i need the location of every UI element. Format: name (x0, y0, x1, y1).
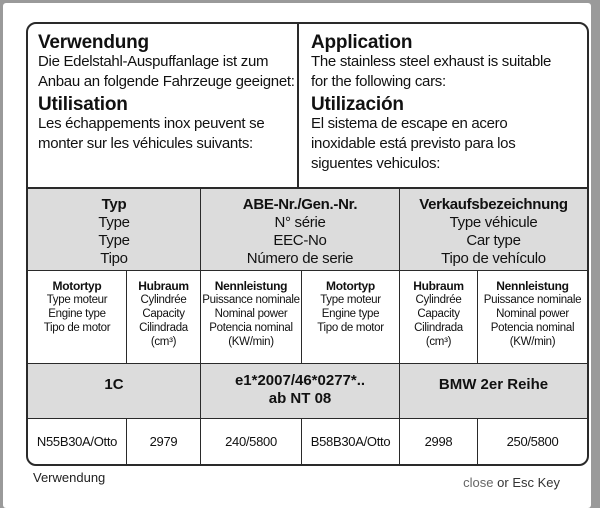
subheader-line: Type moteur (46, 294, 108, 306)
subheader-line: Potencia nominal (209, 322, 293, 334)
text-line: Anbau an folgende Fahrzeuge geeignet: (38, 73, 295, 90)
header-bold: Typ (101, 196, 127, 213)
subheader-motortyp-2 (302, 271, 400, 363)
subheader-line: Type moteur (320, 294, 381, 306)
header-line: Type véhicule (449, 214, 538, 231)
close-separator: or (493, 475, 513, 490)
subheader-line: Capacity (417, 308, 460, 320)
close-controls (463, 475, 560, 490)
data-cell: 240/5800 (201, 419, 302, 466)
subheader-line: Puissance nominale (483, 294, 582, 306)
text-line: El sistema de escape en acero (311, 115, 508, 132)
subheader-line: Engine type (48, 308, 106, 320)
header-line: N° série (274, 214, 326, 231)
data-cell: N55B30A/Otto (28, 419, 127, 466)
text-line: siguentes vehiculos: (311, 155, 441, 172)
subheader-nennleistung (201, 271, 302, 363)
close-link[interactable]: close (463, 475, 494, 490)
header-bold: ABE-Nr./Gen.-Nr. (242, 196, 358, 213)
subheader-line: (cm³) (150, 336, 177, 348)
data-cell: 2998 (400, 419, 478, 466)
image-caption: Verwendung (33, 470, 106, 485)
heading-verwendung: Verwendung (38, 32, 149, 53)
subheader-motortyp (28, 271, 127, 363)
subheader-line: Capacity (142, 308, 185, 320)
header-line: EEC-No (273, 232, 327, 249)
value-abe-line-1: e1*2007/46*0277*.. (234, 372, 366, 389)
subheader-line: Potencia nominal (490, 322, 575, 334)
subheader-line: Cylindrée (140, 294, 187, 306)
text-line: for the following cars: (311, 73, 446, 90)
heading-utilisation: Utilisation (38, 94, 128, 115)
subheader-nennleistung-2 (478, 271, 587, 363)
type-header-row (28, 189, 587, 271)
data-cell: B58B30A/Otto (302, 419, 400, 466)
subheader-line: Tipo de motor (43, 322, 111, 334)
intro-section (28, 24, 587, 189)
intro-right-column (299, 24, 587, 187)
header-abe-nr (201, 189, 400, 270)
header-line: Car type (466, 232, 521, 249)
value-car: BMW 2er Reihe (438, 376, 549, 393)
subheader-line: (KW/min) (228, 336, 274, 348)
subheader-line: Engine type (321, 308, 380, 320)
subheader-bold: Motortyp (52, 279, 102, 293)
text-line: The stainless steel exhaust is suitable (311, 53, 552, 70)
engine-data-row (28, 419, 587, 466)
text-line: inoxidable está previsto para los (311, 135, 516, 152)
value-abe-nr (201, 364, 400, 418)
header-line: Número de serie (246, 250, 354, 267)
subheader-line: Cylindrée (415, 294, 462, 306)
heading-utilizacion: Utilización (311, 94, 404, 115)
subheader-bold: Nennleistung (496, 279, 569, 293)
subheader-line: Nominal power (214, 308, 288, 320)
subheader-line: Cilindrada (414, 322, 463, 334)
intro-left-column (28, 24, 299, 187)
subheader-hubraum-2 (400, 271, 478, 363)
header-line: Type (98, 232, 130, 249)
lightbox (3, 3, 591, 508)
esc-key-hint: Esc Key (512, 475, 560, 490)
header-line: Tipo (100, 250, 128, 267)
values-row (28, 364, 587, 419)
header-line: Tipo de vehículo (441, 250, 546, 267)
header-bold: Verkaufsbezeichnung (419, 196, 568, 213)
header-typ (28, 189, 201, 270)
subheader-line: Tipo de motor (317, 322, 384, 334)
subheader-bold: Nennleistung (214, 279, 288, 293)
subheader-bold: Hubraum (138, 279, 189, 293)
text-line: monter sur les véhicules suivants: (38, 135, 253, 152)
subheader-line: Nominal power (496, 308, 569, 320)
subheader-hubraum (127, 271, 201, 363)
subheader-line: (cm³) (425, 336, 452, 348)
text-line: Les échappements inox peuvent se (38, 115, 265, 132)
heading-application: Application (311, 32, 413, 53)
header-verkaufsbezeichnung (400, 189, 587, 270)
subheader-bold: Hubraum (413, 279, 464, 293)
subheader-line: (KW/min) (509, 336, 556, 348)
sub-header-row (28, 271, 587, 364)
application-label-image (26, 22, 589, 466)
header-line: Type (98, 214, 130, 231)
value-typ: 1C (28, 364, 201, 418)
subheader-line: Puissance nominale (202, 294, 300, 306)
text-line: Die Edelstahl-Auspuffanlage ist zum (38, 53, 269, 70)
data-cell: 2979 (127, 419, 201, 466)
subheader-bold: Motortyp (326, 279, 375, 293)
value-abe-line-2: ab NT 08 (268, 390, 332, 407)
subheader-line: Cilindrada (139, 322, 188, 334)
data-cell: 250/5800 (506, 434, 559, 449)
